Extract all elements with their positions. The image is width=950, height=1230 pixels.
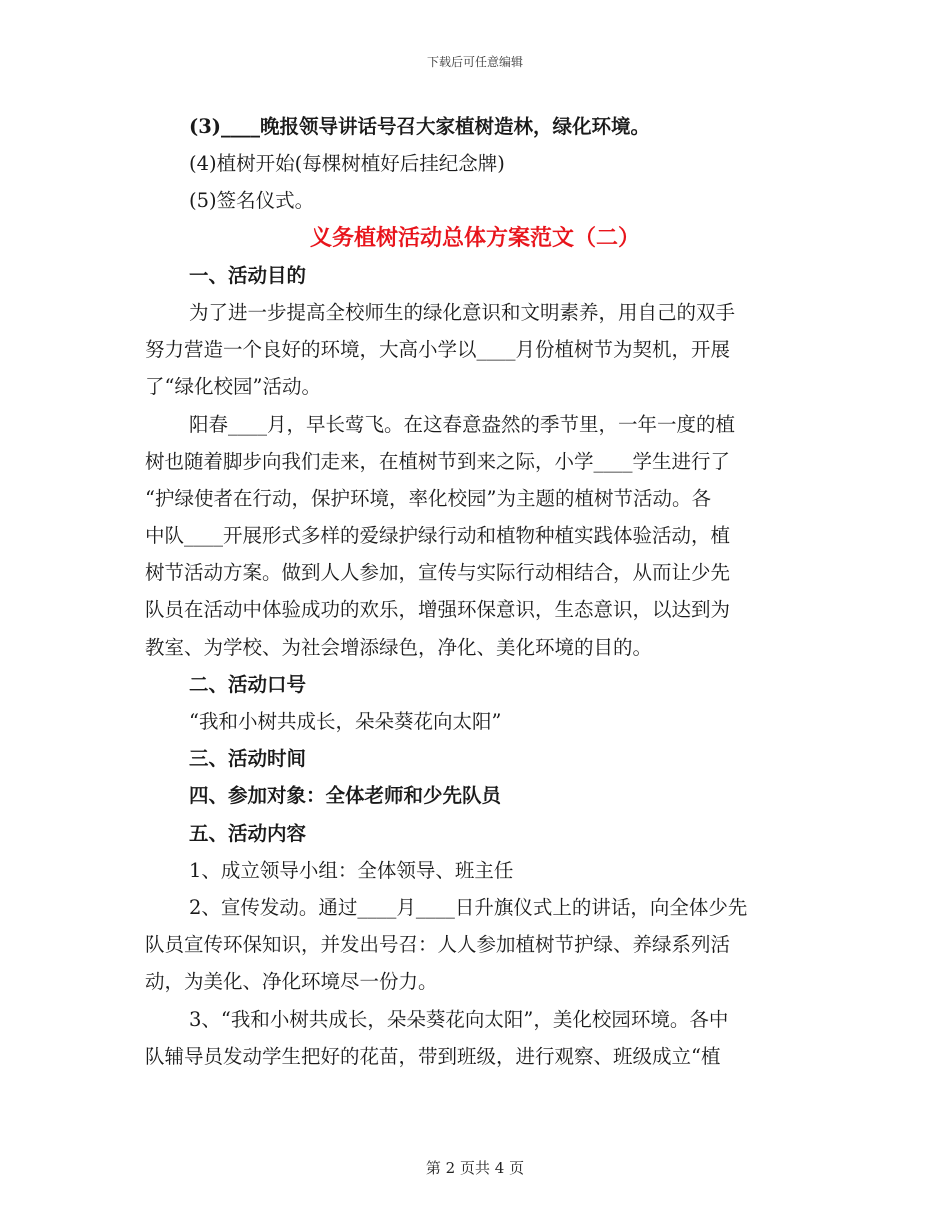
content-item-3-line: 队辅导员发动学生把好的花苗，带到班级，进行观察、班级成立“植 [145,1044,721,1068]
step-5-line: (5)签名仪式。 [189,189,315,213]
paragraph-line: 树节活动方案。做到人人参加，宣传与实际行动相结合，从而让少先 [145,561,731,585]
paragraph-line: 为了进一步提高全校师生的绿化意识和文明素养，用自己的双手 [189,300,736,324]
content-item-2-line: 2、宣传发动。通过____月____日升旗仪式上的讲话，向全体少先 [189,895,748,919]
content-item-2-line: 动，为美化、净化环境尽一份力。 [145,970,438,994]
section-heading-participants: 四、参加对象：全体老师和少先队员 [189,784,502,808]
step-3-line: (3)____晚报领导讲话号召大家植树造林，绿化环境。 [189,115,651,138]
step-4-line: (4)植树开始(每棵树植好后挂纪念牌) [189,152,505,176]
section-heading-slogan: 二、活动口号 [189,672,307,696]
document-body [145,108,805,1075]
section-heading-purpose: 一、活动目的 [189,263,307,287]
paragraph-line: 中队____开展形式多样的爱绿护绿行动和植物种植实践体验活动，植 [145,524,731,548]
paragraph-line: “护绿使者在行动，保护环境，率化校园”为主题的植树节活动。各 [145,486,711,510]
page-header: 下载后可任意编辑 [426,55,523,69]
content-item-2-line: 队员宣传环保知识，并发出号召：人人参加植树节护绿、养绿系列活 [145,933,731,957]
content-item-3-line: 3、“我和小树共成长，朵朵葵花向太阳”，美化校园环境。各中 [189,1007,729,1031]
paragraph-line: 阳春____月，早长莺飞。在这春意盎然的季节里，一年一度的植 [189,412,736,436]
paragraph-line: 树也随着脚步向我们走来，在植树节到来之际，小学____学生进行了 [145,449,731,473]
page-footer: 第 2 页共 4 页 [425,1159,525,1177]
paragraph-line: 队员在活动中体验成功的欢乐，增强环保意识，生态意识，以达到为 [145,598,731,622]
content-item-1: 1、成立领导小组：全体领导、班主任 [189,858,514,882]
document-title: 义务植树活动总体方案范文（二） [309,224,640,251]
section-heading-time: 三、活动时间 [189,747,307,771]
paragraph-line: 了“绿化校园”活动。 [145,375,321,399]
section-heading-content: 五、活动内容 [189,821,307,845]
slogan-text: “我和小树共成长，朵朵葵花向太阳” [189,710,502,733]
paragraph-line: 教室、为学校、为社会增添绿色，净化、美化环境的目的。 [145,635,653,659]
paragraph-line: 努力营造一个良好的环境，大高小学以____月份植树节为契机，开展 [145,338,731,362]
